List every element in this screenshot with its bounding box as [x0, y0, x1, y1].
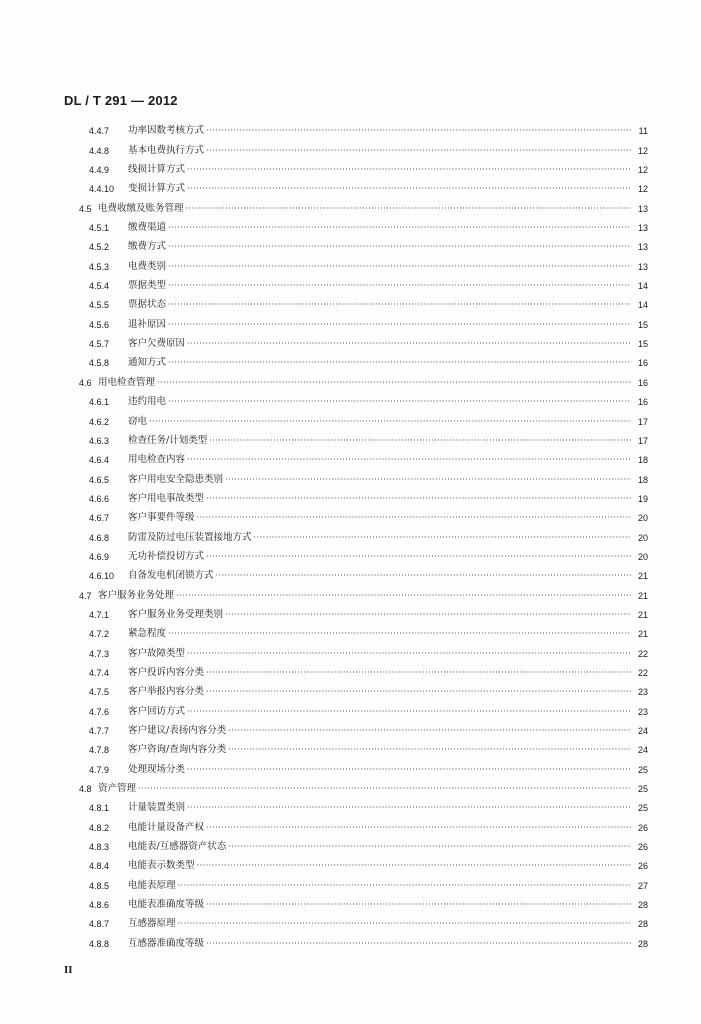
- toc-entry-title: 客户回访方式: [128, 705, 186, 717]
- toc-entry-number: 4.5.7: [89, 339, 110, 350]
- dot-leader: [168, 319, 631, 331]
- toc-entry-number: 4.5.2: [89, 242, 110, 253]
- toc-subsection-entry[interactable]: [0, 466, 701, 485]
- toc-entry-title: 用电检查管理: [98, 376, 156, 388]
- toc-entry-page: 12: [637, 184, 648, 195]
- toc-entry-page: 16: [637, 397, 648, 408]
- toc-entry-page: 23: [637, 687, 648, 698]
- toc-entry-number: 4.6.6: [89, 493, 110, 504]
- toc-entry-page: 25: [637, 784, 648, 795]
- toc-subsection-entry[interactable]: [0, 408, 701, 427]
- toc-entry-title: 票据类型: [128, 280, 167, 292]
- toc-subsection-entry[interactable]: [0, 447, 701, 466]
- toc-entry-page: 22: [637, 667, 648, 678]
- toc-entry-page: 13: [637, 242, 648, 253]
- toc-entry-title: 客户建议/表扬内容分类: [128, 725, 227, 736]
- dot-leader: [149, 416, 631, 428]
- toc-subsection-entry[interactable]: [0, 331, 701, 350]
- toc-entry-title: 客户用电安全隐患类别: [128, 473, 224, 485]
- toc-entry-title: 紧急程度: [128, 628, 167, 640]
- toc-entry-title: 客户咨询/查询内容分类: [128, 744, 227, 756]
- dot-leader: [225, 474, 631, 486]
- dot-leader: [168, 222, 631, 234]
- toc-entry-number: 4.4.9: [89, 165, 110, 176]
- toc-entry-number: 4.8: [79, 784, 92, 795]
- toc-entry-title: 互感器准确度等级: [128, 937, 205, 949]
- dot-leader: [216, 570, 631, 582]
- toc-entry-page: 19: [637, 493, 648, 504]
- toc-entry-title: 通知方式: [128, 357, 167, 369]
- toc-entry-title: 资产管理: [98, 783, 137, 795]
- toc-entry-page: 11: [638, 126, 648, 137]
- toc-entry-title: 客户投诉内容分类: [128, 666, 205, 678]
- toc-entry-number: 4.5.8: [89, 358, 110, 369]
- toc-subsection-entry[interactable]: [0, 872, 701, 891]
- dot-leader: [228, 744, 631, 756]
- toc-entry-number: 4.5.5: [89, 300, 110, 311]
- toc-entry-page: 22: [637, 648, 648, 659]
- dot-leader: [178, 880, 631, 892]
- dot-leader: [168, 299, 631, 311]
- toc-entry-number: 4.6.9: [89, 551, 110, 562]
- toc-subsection-entry[interactable]: [0, 892, 701, 911]
- toc-entry-title: 互感器原理: [128, 918, 176, 930]
- toc-entry-title: 基本电费执行方式: [128, 144, 205, 156]
- toc-subsection-entry[interactable]: [0, 311, 701, 330]
- toc-entry-title: 用电检查内容: [128, 454, 186, 466]
- toc-entry-page: 18: [637, 455, 648, 466]
- toc-entry-title: 功率因数考核方式: [128, 125, 205, 137]
- toc-entry-number: 4.7.9: [89, 764, 110, 775]
- toc-entry-page: 15: [637, 339, 648, 350]
- toc-entry-number: 4.5.1: [89, 223, 110, 234]
- toc-subsection-entry[interactable]: [0, 602, 701, 621]
- toc-entry-number: 4.6.7: [89, 513, 110, 524]
- toc-entry-page: 23: [637, 706, 648, 717]
- toc-subsection-entry[interactable]: [0, 137, 701, 156]
- dot-leader: [138, 783, 631, 795]
- dot-leader: [197, 860, 631, 872]
- toc-entry-title: 客户举报内容分类: [128, 686, 205, 698]
- toc-entry-number: 4.7.3: [89, 648, 110, 659]
- toc-entry-title: 客户欠费原因: [128, 338, 186, 350]
- toc-entry-page: 13: [637, 203, 648, 214]
- dot-leader: [186, 203, 631, 215]
- toc-section-entry[interactable]: [0, 776, 701, 795]
- dot-leader: [168, 396, 631, 408]
- dot-leader: [176, 590, 631, 602]
- toc-subsection-entry[interactable]: [0, 389, 701, 408]
- toc-subsection-entry[interactable]: [0, 273, 701, 292]
- toc-entry-title: 电能表准确度等级: [128, 899, 205, 911]
- toc-subsection-entry[interactable]: [0, 853, 701, 872]
- toc-subsection-entry[interactable]: [0, 718, 701, 737]
- toc-subsection-entry[interactable]: [0, 505, 701, 524]
- toc-subsection-entry[interactable]: [0, 640, 701, 659]
- toc-entry-title: 电能表原理: [128, 879, 176, 891]
- dot-leader: [187, 183, 631, 195]
- dot-leader: [228, 841, 631, 853]
- toc-subsection-entry[interactable]: [0, 157, 701, 176]
- toc-subsection-entry[interactable]: [0, 215, 701, 234]
- toc-entry-page: 13: [637, 223, 648, 234]
- dot-leader: [168, 280, 631, 292]
- toc-entry-number: 4.8.8: [89, 938, 110, 949]
- dot-leader: [206, 493, 631, 505]
- toc-entry-page: 15: [637, 319, 648, 330]
- dot-leader: [197, 512, 631, 524]
- toc-subsection-entry[interactable]: [0, 756, 701, 775]
- toc-entry-title: 电能表/互感器资产状态: [128, 841, 227, 853]
- toc-entry-title: 客户故障类型: [128, 647, 186, 659]
- toc-entry-page: 28: [637, 919, 648, 930]
- dot-leader: [187, 706, 631, 718]
- toc-entry-number: 4.8.2: [89, 822, 110, 833]
- toc-entry-number: 4.7.7: [89, 726, 110, 736]
- toc-entry-number: 4.8.1: [89, 803, 110, 814]
- toc-entry-title: 客户用电事故类型: [128, 492, 205, 504]
- toc-entry-page: 24: [637, 726, 648, 736]
- toc-entry-number: 4.7.6: [89, 706, 110, 717]
- dot-leader: [206, 125, 631, 137]
- toc-entry-page: 18: [637, 474, 648, 485]
- toc-entry-number: 4.5.3: [89, 261, 110, 272]
- toc-entry-title: 变损计算方式: [128, 183, 186, 195]
- toc-entry-title: 客户事要件等级: [128, 512, 195, 524]
- toc-entry-title: 防雷及防过电压装置接地方式: [128, 531, 252, 543]
- toc-subsection-entry[interactable]: [0, 930, 701, 949]
- dot-leader: [228, 725, 631, 737]
- toc-entry-number: 4.8.3: [89, 842, 110, 853]
- dot-leader: [187, 764, 631, 776]
- toc-entry-page: 20: [637, 532, 648, 543]
- dot-leader: [254, 532, 631, 544]
- toc-entry-page: 28: [637, 938, 648, 949]
- toc-entry-title: 线损计算方式: [128, 164, 186, 176]
- toc-entry-title: 无功补偿投切方式: [128, 550, 205, 562]
- toc-entry-number: 4.6.1: [89, 397, 110, 408]
- toc-entry-page: 14: [637, 281, 648, 292]
- toc-subsection-entry[interactable]: [0, 698, 701, 717]
- toc-entry-title: 窃电: [128, 415, 148, 427]
- toc-entry-page: 28: [637, 900, 648, 911]
- toc-entry-title: 检查任务/计划类型: [128, 434, 208, 446]
- toc-entry-number: 4.7.8: [89, 745, 110, 756]
- toc-entry-page: 25: [637, 764, 648, 775]
- toc-subsection-entry[interactable]: [0, 660, 701, 679]
- toc-entry-page: 21: [637, 629, 648, 640]
- toc-entry-page: 21: [637, 571, 648, 582]
- toc-subsection-entry[interactable]: [0, 292, 701, 311]
- toc-entry-page: 21: [637, 590, 648, 601]
- dot-leader: [187, 648, 631, 660]
- toc-entry-page: 21: [637, 609, 648, 620]
- toc-entry-number: 4.6.2: [89, 416, 110, 427]
- toc-subsection-entry[interactable]: [0, 563, 701, 582]
- toc-subsection-entry[interactable]: [0, 350, 701, 369]
- toc-entry-page: 17: [637, 435, 648, 446]
- table-of-contents: [0, 118, 701, 950]
- toc-section-entry[interactable]: [0, 582, 701, 601]
- dot-leader: [225, 609, 631, 621]
- toc-entry-page: 20: [637, 551, 648, 562]
- standard-code-header: DL / T 291 — 2012: [64, 93, 178, 108]
- toc-entry-number: 4.6.5: [89, 474, 110, 485]
- toc-entry-title: 客户服务业务处理: [98, 589, 175, 601]
- toc-entry-page: 25: [637, 803, 648, 814]
- footer-page-number: II: [64, 964, 73, 976]
- toc-entry-page: 12: [637, 145, 648, 156]
- dot-leader: [187, 802, 631, 814]
- toc-entry-title: 票据状态: [128, 299, 167, 311]
- toc-subsection-entry[interactable]: [0, 679, 701, 698]
- toc-entry-page: 26: [637, 822, 648, 833]
- toc-subsection-entry[interactable]: [0, 234, 701, 253]
- toc-entry-number: 4.4.8: [89, 145, 110, 156]
- toc-entry-title: 缴费方式: [128, 241, 167, 253]
- dot-leader: [206, 899, 631, 911]
- toc-entry-page: 27: [637, 880, 648, 891]
- toc-entry-number: 4.6.3: [89, 435, 110, 446]
- toc-entry-number: 4.7.1: [89, 609, 110, 620]
- toc-subsection-entry[interactable]: [0, 118, 701, 137]
- toc-entry-page: 14: [637, 300, 648, 311]
- toc-subsection-entry[interactable]: [0, 544, 701, 563]
- toc-entry-number: 4.6.10: [89, 571, 115, 582]
- dot-leader: [157, 377, 631, 389]
- toc-subsection-entry[interactable]: [0, 253, 701, 272]
- toc-entry-number: 4.6.8: [89, 532, 110, 543]
- toc-entry-number: 4.8.7: [89, 919, 110, 930]
- dot-leader: [187, 338, 631, 350]
- toc-entry-number: 4.4.7: [89, 126, 110, 137]
- toc-entry-number: 4.5.4: [89, 281, 110, 292]
- toc-entry-page: 26: [637, 842, 648, 853]
- dot-leader: [168, 357, 631, 369]
- toc-subsection-entry[interactable]: [0, 486, 701, 505]
- toc-entry-number: 4.7.2: [89, 629, 110, 640]
- dot-leader: [206, 145, 631, 157]
- toc-entry-title: 电费类别: [128, 260, 167, 272]
- toc-entry-page: 16: [637, 358, 648, 369]
- toc-entry-number: 4.8.5: [89, 880, 110, 891]
- toc-entry-title: 违约用电: [128, 396, 167, 408]
- dot-leader: [168, 261, 631, 273]
- toc-subsection-entry[interactable]: [0, 814, 701, 833]
- toc-subsection-entry[interactable]: [0, 911, 701, 930]
- dot-leader: [168, 241, 631, 253]
- dot-leader: [206, 667, 631, 679]
- toc-entry-page: 26: [637, 861, 648, 872]
- toc-subsection-entry[interactable]: [0, 834, 701, 853]
- dot-leader: [187, 454, 631, 466]
- toc-subsection-entry[interactable]: [0, 621, 701, 640]
- dot-leader: [168, 628, 631, 640]
- toc-entry-title: 自备发电机闭锁方式: [128, 570, 214, 582]
- toc-entry-number: 4.4.10: [89, 184, 115, 195]
- toc-entry-number: 4.7.5: [89, 687, 110, 698]
- toc-entry-title: 处理现场分类: [128, 763, 186, 775]
- toc-entry-title: 电费收缴及账务管理: [98, 202, 184, 214]
- toc-subsection-entry[interactable]: [0, 428, 701, 447]
- toc-entry-number: 4.8.4: [89, 861, 110, 872]
- toc-subsection-entry[interactable]: [0, 737, 701, 756]
- toc-section-entry[interactable]: [0, 195, 701, 214]
- dot-leader: [206, 551, 631, 563]
- dot-leader: [209, 435, 631, 447]
- toc-entry-title: 缴费渠道: [128, 222, 167, 234]
- dot-leader: [206, 938, 631, 950]
- toc-entry-page: 24: [637, 745, 648, 756]
- dot-leader: [178, 918, 631, 930]
- dot-leader: [206, 822, 631, 834]
- toc-entry-title: 计量装置类别: [128, 802, 186, 814]
- toc-entry-number: 4.6: [79, 377, 92, 388]
- toc-entry-number: 4.5.6: [89, 319, 110, 330]
- toc-entry-title: 退补原因: [128, 318, 167, 330]
- dot-leader: [187, 164, 631, 176]
- toc-entry-number: 4.5: [79, 203, 92, 214]
- toc-entry-page: 12: [637, 165, 648, 176]
- toc-entry-number: 4.7: [79, 590, 92, 601]
- toc-section-entry[interactable]: [0, 369, 701, 388]
- toc-entry-page: 20: [637, 513, 648, 524]
- toc-entry-title: 客户服务业务受理类别: [128, 608, 224, 620]
- toc-entry-number: 4.8.6: [89, 900, 110, 911]
- toc-entry-page: 13: [637, 261, 648, 272]
- dot-leader: [206, 686, 631, 698]
- toc-entry-number: 4.7.4: [89, 667, 110, 678]
- toc-subsection-entry[interactable]: [0, 524, 701, 543]
- toc-subsection-entry[interactable]: [0, 176, 701, 195]
- toc-entry-title: 电能计量设备产权: [128, 821, 205, 833]
- toc-entry-page: 17: [637, 416, 648, 427]
- toc-entry-title: 电能表示数类型: [128, 860, 195, 872]
- toc-subsection-entry[interactable]: [0, 795, 701, 814]
- toc-entry-number: 4.6.4: [89, 455, 110, 466]
- toc-entry-page: 16: [637, 377, 648, 388]
